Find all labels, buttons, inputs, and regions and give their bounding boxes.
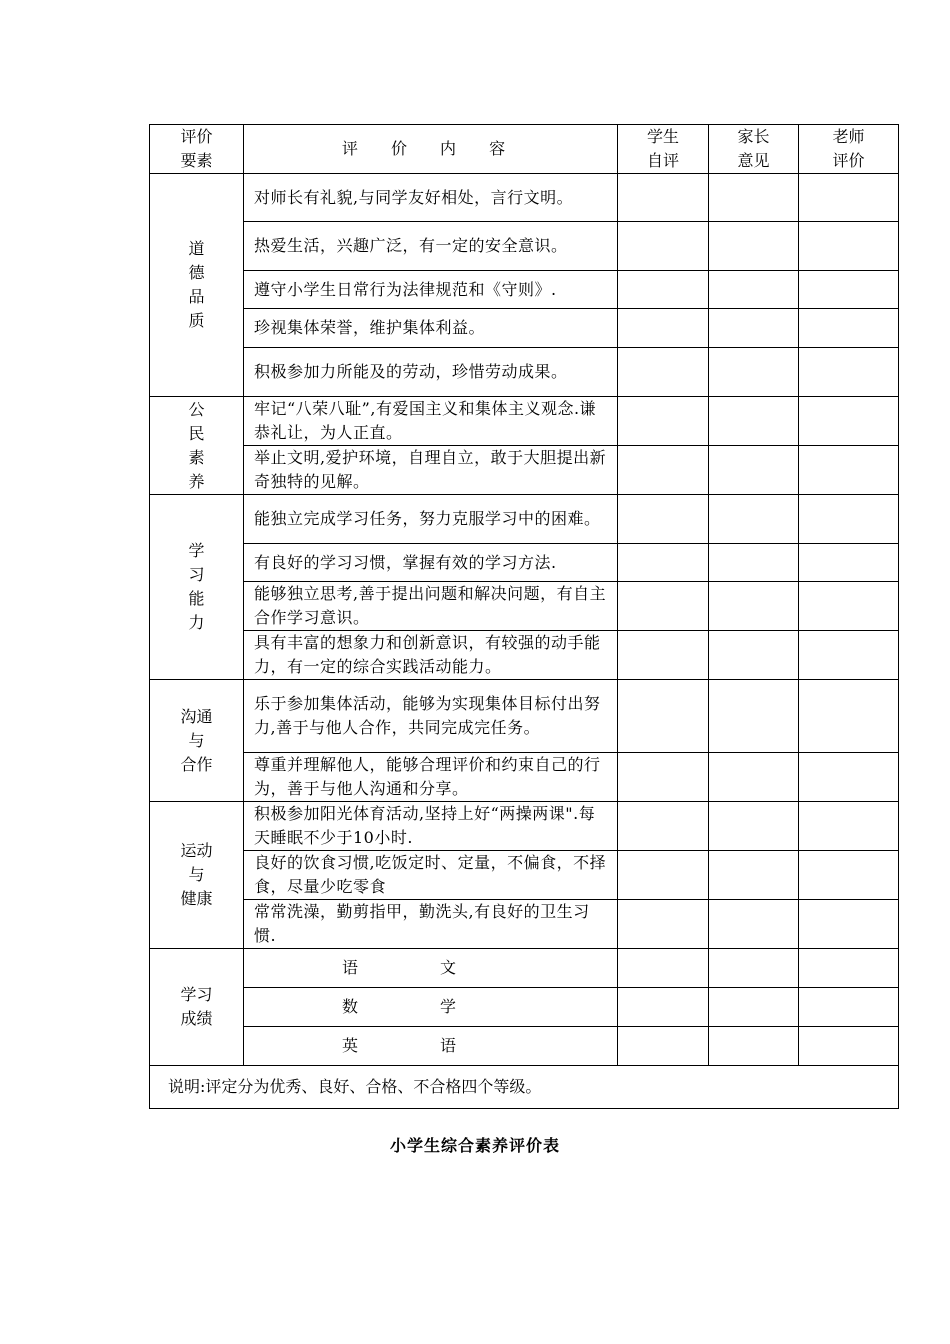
self-eval-cell[interactable] xyxy=(618,631,709,680)
self-eval-cell[interactable] xyxy=(618,271,709,309)
table-row xyxy=(150,631,899,680)
teacher-eval-cell[interactable] xyxy=(799,582,899,631)
criterion-text: 对师长有礼貌,与同学友好相处，言行文明。 xyxy=(244,174,618,222)
parent-opinion-cell[interactable] xyxy=(709,174,799,222)
criterion-text: 积极参加阳光体育活动,坚持上好“两操两课".每天睡眠不少于10小时. xyxy=(244,802,618,851)
self-eval-cell[interactable] xyxy=(618,446,709,495)
parent-opinion-cell[interactable] xyxy=(709,309,799,348)
header-teacher-eval: 老师 评价 xyxy=(799,125,899,174)
category-label: 素 xyxy=(188,447,205,467)
parent-opinion-cell[interactable] xyxy=(709,582,799,631)
self-eval-cell[interactable] xyxy=(618,544,709,582)
parent-opinion-cell[interactable] xyxy=(709,949,799,988)
grading-note: 说明:评定分为优秀、良好、合格、不合格四个等级。 xyxy=(150,1066,899,1109)
parent-opinion-cell[interactable] xyxy=(709,988,799,1027)
self-eval-cell[interactable] xyxy=(618,397,709,446)
category-label: 德 xyxy=(188,263,205,282)
self-eval-cell[interactable] xyxy=(618,753,709,802)
self-eval-cell[interactable] xyxy=(618,949,709,988)
self-eval-cell[interactable] xyxy=(618,222,709,271)
teacher-eval-cell[interactable] xyxy=(799,631,899,680)
category-label: 合作 xyxy=(180,754,213,774)
table-row xyxy=(150,309,899,348)
criterion-text: 热爱生活，兴趣广泛，有一定的安全意识。 xyxy=(244,222,618,271)
table-row xyxy=(150,544,899,582)
teacher-eval-cell[interactable] xyxy=(799,397,899,446)
category-academic-results xyxy=(150,949,244,1066)
criterion-text: 能独立完成学习任务，努力克服学习中的困难。 xyxy=(244,495,618,544)
teacher-eval-cell[interactable] xyxy=(799,446,899,495)
category-label: 习 xyxy=(188,565,205,584)
teacher-eval-cell[interactable] xyxy=(799,680,899,753)
teacher-eval-cell[interactable] xyxy=(799,544,899,582)
parent-opinion-cell[interactable] xyxy=(709,631,799,680)
self-eval-cell[interactable] xyxy=(618,680,709,753)
teacher-eval-cell[interactable] xyxy=(799,900,899,949)
category-label: 公 xyxy=(188,399,205,419)
parent-opinion-cell[interactable] xyxy=(709,397,799,446)
self-eval-cell[interactable] xyxy=(618,900,709,949)
table-row xyxy=(150,680,899,753)
table-row xyxy=(150,495,899,544)
teacher-eval-cell[interactable] xyxy=(799,753,899,802)
parent-opinion-cell[interactable] xyxy=(709,753,799,802)
header-self-eval: 学生 自评 xyxy=(618,125,709,174)
note-row xyxy=(150,1066,899,1109)
category-civic-literacy xyxy=(150,397,244,495)
category-label: 民 xyxy=(188,423,205,443)
criterion-text: 遵守小学生日常行为法律规范和《守则》. xyxy=(244,271,618,309)
self-eval-cell[interactable] xyxy=(618,174,709,222)
table-row xyxy=(150,174,899,222)
subject-name: 英 语 xyxy=(244,1027,618,1066)
subject-name: 数 学 xyxy=(244,988,618,1027)
category-label: 运动 xyxy=(180,841,213,860)
teacher-eval-cell[interactable] xyxy=(799,949,899,988)
category-communication-cooperation xyxy=(150,680,244,802)
table-row xyxy=(150,851,899,900)
self-eval-cell[interactable] xyxy=(618,348,709,397)
self-eval-cell[interactable] xyxy=(618,1027,709,1066)
category-label: 养 xyxy=(188,471,205,491)
category-label: 能 xyxy=(188,589,205,608)
table-row xyxy=(150,271,899,309)
table-row xyxy=(150,397,899,446)
criterion-text: 良好的饮食习惯,吃饭定时、定量，不偏食，不择食，尽量少吃零食 xyxy=(244,851,618,900)
category-label: 道 xyxy=(188,239,205,258)
table-row xyxy=(150,222,899,271)
table-row xyxy=(150,802,899,851)
header-element: 评价 要素 xyxy=(150,125,244,174)
teacher-eval-cell[interactable] xyxy=(799,271,899,309)
table-row xyxy=(150,900,899,949)
category-moral-quality xyxy=(150,174,244,397)
criterion-text: 珍视集体荣誉，维护集体利益。 xyxy=(244,309,618,348)
parent-opinion-cell[interactable] xyxy=(709,544,799,582)
criterion-text: 乐于参加集体活动，能够为实现集体目标付出努力,善于与他人合作，共同完成完任务。 xyxy=(244,680,618,753)
teacher-eval-cell[interactable] xyxy=(799,222,899,271)
table-row xyxy=(150,446,899,495)
self-eval-cell[interactable] xyxy=(618,988,709,1027)
header-parent-opinion: 家长 意见 xyxy=(709,125,799,174)
parent-opinion-cell[interactable] xyxy=(709,495,799,544)
table-row xyxy=(150,348,899,397)
evaluation-table xyxy=(149,124,899,1109)
parent-opinion-cell[interactable] xyxy=(709,222,799,271)
criterion-text: 能够独立思考,善于提出问题和解决问题，有自主合作学习意识。 xyxy=(244,582,618,631)
parent-opinion-cell[interactable] xyxy=(709,851,799,900)
criterion-text: 有良好的学习习惯，掌握有效的学习方法. xyxy=(244,544,618,582)
table-row xyxy=(150,1027,899,1066)
parent-opinion-cell[interactable] xyxy=(709,1027,799,1066)
teacher-eval-cell[interactable] xyxy=(799,1027,899,1066)
criterion-text: 牢记“八荣八耻”,有爱国主义和集体主义观念.谦恭礼让，为人正直。 xyxy=(244,397,618,446)
page-title: 小学生综合素养评价表 xyxy=(389,1136,560,1155)
self-eval-cell[interactable] xyxy=(618,851,709,900)
criterion-text: 具有丰富的想象力和创新意识，有较强的动手能力，有一定的综合实践活动能力。 xyxy=(244,631,618,680)
parent-opinion-cell[interactable] xyxy=(709,900,799,949)
parent-opinion-cell[interactable] xyxy=(709,680,799,753)
category-learning-ability xyxy=(150,495,244,680)
subject-name: 语 文 xyxy=(244,949,618,988)
parent-opinion-cell[interactable] xyxy=(709,446,799,495)
parent-opinion-cell[interactable] xyxy=(709,802,799,851)
teacher-eval-cell[interactable] xyxy=(799,174,899,222)
header-content: 评 价 内 容 xyxy=(244,125,618,174)
category-sports-health xyxy=(150,802,244,949)
teacher-eval-cell[interactable] xyxy=(799,348,899,397)
category-label: 学习 xyxy=(180,985,213,1004)
self-eval-cell[interactable] xyxy=(618,309,709,348)
table-row xyxy=(150,582,899,631)
header-row xyxy=(150,125,899,174)
category-label: 与 xyxy=(188,865,205,884)
category-label: 与 xyxy=(188,730,205,750)
category-label: 学 xyxy=(188,541,205,560)
criterion-text: 积极参加力所能及的劳动，珍惜劳动成果。 xyxy=(244,348,618,397)
category-label: 力 xyxy=(188,613,205,632)
criterion-text: 常常洗澡，勤剪指甲，勤洗头,有良好的卫生习惯. xyxy=(244,900,618,949)
category-label: 质 xyxy=(188,311,205,330)
teacher-eval-cell[interactable] xyxy=(799,802,899,851)
self-eval-cell[interactable] xyxy=(618,582,709,631)
criterion-text: 尊重并理解他人，能够合理评价和约束自己的行为，善于与他人沟通和分享。 xyxy=(244,753,618,802)
parent-opinion-cell[interactable] xyxy=(709,271,799,309)
category-label: 品 xyxy=(188,287,205,306)
parent-opinion-cell[interactable] xyxy=(709,348,799,397)
criterion-text: 举止文明,爱护环境，自理自立，敢于大胆提出新奇独特的见解。 xyxy=(244,446,618,495)
table-row xyxy=(150,949,899,988)
self-eval-cell[interactable] xyxy=(618,802,709,851)
teacher-eval-cell[interactable] xyxy=(799,988,899,1027)
table-row xyxy=(150,988,899,1027)
teacher-eval-cell[interactable] xyxy=(799,309,899,348)
category-label: 成绩 xyxy=(180,1009,213,1028)
teacher-eval-cell[interactable] xyxy=(799,851,899,900)
table-row xyxy=(150,753,899,802)
self-eval-cell[interactable] xyxy=(618,495,709,544)
category-label: 健康 xyxy=(180,889,213,908)
teacher-eval-cell[interactable] xyxy=(799,495,899,544)
category-label: 沟通 xyxy=(180,706,213,726)
